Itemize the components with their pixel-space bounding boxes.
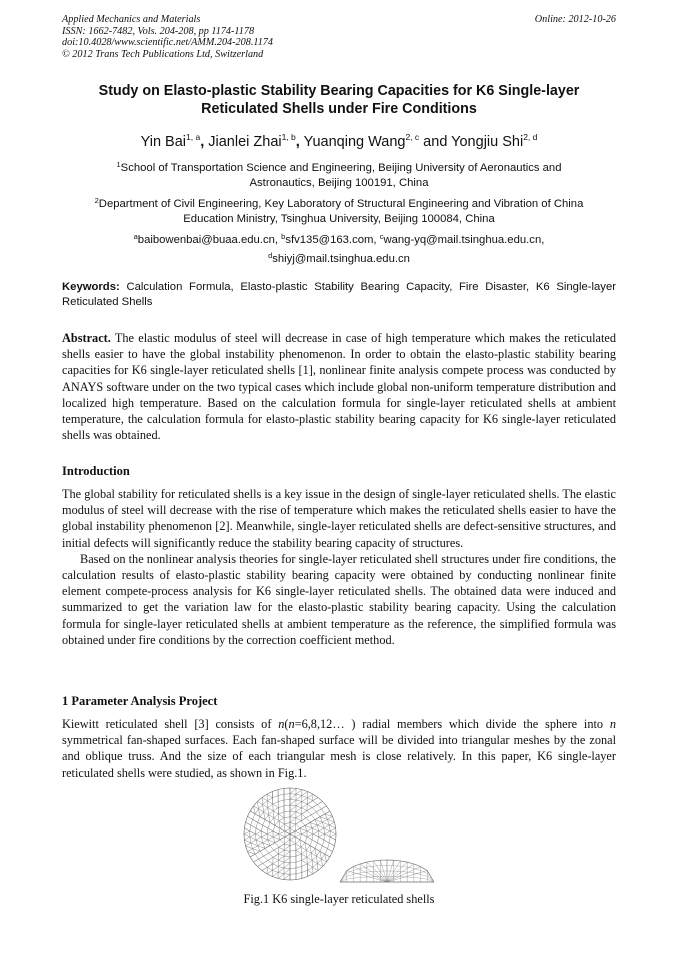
- var-n: n: [278, 717, 285, 731]
- online-date: Online: 2012-10-26: [534, 14, 616, 25]
- author-1: Yin Bai: [140, 134, 187, 150]
- paper-title: [62, 82, 616, 118]
- text-run: (: [284, 717, 289, 731]
- keywords-text: Calculation Formula, Elasto-plastic Stability Bearing Capacity, Fire Disaster, K6 Single-layer Reticulated Shells: [62, 281, 616, 308]
- email-c-sup: c: [379, 232, 384, 241]
- copyright-line: © 2012 Trans Tech Publications Ltd, Switzerland: [62, 48, 264, 60]
- text-run: symmetrical fan-shaped surfaces. Each fan-shaped surface will be divided into triangular meshes by the zonal and oblique truss. And the size of each triangular mesh is close relatively. In this paper, K6 single-layer reticulated shells were studied, as shown in Fig.1.: [62, 733, 616, 780]
- affiliation-2-line-1: Department of Civil Engineering, Key Laboratory of Structural Engineering and Vibration of China: [98, 198, 584, 210]
- var-n: n: [288, 717, 295, 731]
- journal-header: [62, 14, 273, 60]
- issn-line: ISSN: 1662-7482, Vols. 204-208, pp 1174-1178: [62, 25, 255, 37]
- k6-shell-figure: [236, 786, 436, 886]
- section-1-heading: 1 Parameter Analysis Project: [62, 694, 218, 708]
- affiliation-1: [62, 157, 616, 191]
- affiliation-1-line-1: School of Transportation Science and Engineering, Beijing University of Aeronautics and: [120, 162, 562, 174]
- section-1-body: [62, 716, 616, 781]
- author-4: Yongjiu Shi: [451, 134, 524, 150]
- email-b: sfv135@163.com,: [285, 234, 380, 246]
- keywords: [62, 280, 616, 310]
- author-1-sup: 1, a: [186, 132, 201, 142]
- author-2-sup: 1, b: [281, 132, 296, 142]
- email-d: shiyj@mail.tsinghua.edu.cn: [272, 253, 410, 265]
- affiliation-2: [62, 193, 616, 227]
- email-list: [62, 229, 616, 267]
- keywords-label: Keywords:: [62, 281, 120, 293]
- email-a: baibowenbai@buaa.edu.cn,: [137, 234, 282, 246]
- author-3-sup: 2, c: [405, 132, 420, 142]
- affiliation-1-line-2: Astronautics, Beijing 100191, China: [249, 177, 429, 189]
- author-list: [62, 128, 616, 151]
- journal-name: Applied Mechanics and Materials: [62, 14, 201, 25]
- introduction-paragraph-2: Based on the nonlinear analysis theories for single-layer reticulated shell structures under fire conditions, the calculation results of elasto-plastic stability bearing capacity were obtained by conducting nonlinear finite element compete-process analysis for K6 single-layer reticulated shells. The obtained data were induced and summarized to get the variation law for the elasto-plastic stability bearing capacity. Using the calculation formula for single-layer reticulated shells at ambient temperature as the reference, the simplified formula was obtained under fire conditions by the correction coefficient method.: [62, 551, 616, 647]
- affiliation-1-sup: 1: [116, 160, 121, 169]
- email-c: wang-yq@mail.tsinghua.edu.cn,: [383, 234, 545, 246]
- text-run: =6,8,12… ) radial members which divide the sphere into: [294, 717, 610, 731]
- k6-elevation-view: [340, 860, 434, 882]
- introduction-body: [62, 486, 616, 648]
- author-3: Yuanqing Wang: [299, 134, 406, 150]
- figure-caption: Fig.1 K6 single-layer reticulated shells: [243, 892, 435, 906]
- section-1-paragraph: [62, 716, 616, 781]
- author-sep: ,: [200, 134, 205, 150]
- email-b-sup: b: [281, 232, 286, 241]
- email-d-sup: d: [268, 251, 273, 260]
- abstract-text: The elastic modulus of steel will decrease in case of high temperature which makes the reticulated shells easier to have the global instability phenomenon. In order to obtain the elasto-plastic stability bearing capacities for K6 single-layer reticulated shells [1], nonlinear finite analysis compete process was conducted by ANAYS software under on the two typical cases which include global non-uniform temperature distribution and localized high temperature. Based on the calculation formula for single-layer reticulated shells at ambient temperature, the calculation formula for elasto-plastic stability bearing capacity for K6 single-layer reticulated shells was obtained.: [62, 331, 616, 443]
- doi-line: doi:10.4028/www.scientific.net/AMM.204-208.1174: [62, 37, 273, 49]
- email-a-sup: a: [133, 232, 138, 241]
- introduction-heading: Introduction: [62, 464, 130, 478]
- author-4-sup: 2, d: [523, 132, 538, 142]
- k6-plan-view: [244, 788, 336, 880]
- introduction-paragraph-1: The global stability for reticulated shells is a key issue in the design of single-layer reticulated shells. The elastic modulus of steel will decrease with the rise of temperature which makes the reticulated shells easier to have the global instability phenomenon [2]. Meanwhile, single-layer reticulated shells are defect-sensitive structures, and initial defects will significantly reduce the stability bearing capacity of structures.: [62, 487, 616, 550]
- abstract-label: Abstract.: [62, 331, 111, 345]
- title-line-2: Reticulated Shells under Fire Conditions: [201, 101, 477, 117]
- title-line-1: Study on Elasto-plastic Stability Bearing Capacities for K6 Single-layer: [98, 83, 580, 99]
- author-2: Jianlei Zhai: [204, 134, 282, 150]
- affiliation-2-sup: 2: [94, 196, 99, 205]
- text-run: Kiewitt reticulated shell [3] consists of: [62, 717, 279, 731]
- var-n: n: [609, 717, 616, 731]
- affiliation-2-line-2: Education Ministry, Tsinghua University, Beijing 100084, China: [183, 213, 495, 225]
- author-sep: ,: [295, 134, 300, 150]
- abstract: [62, 330, 616, 443]
- author-and: and: [419, 134, 452, 150]
